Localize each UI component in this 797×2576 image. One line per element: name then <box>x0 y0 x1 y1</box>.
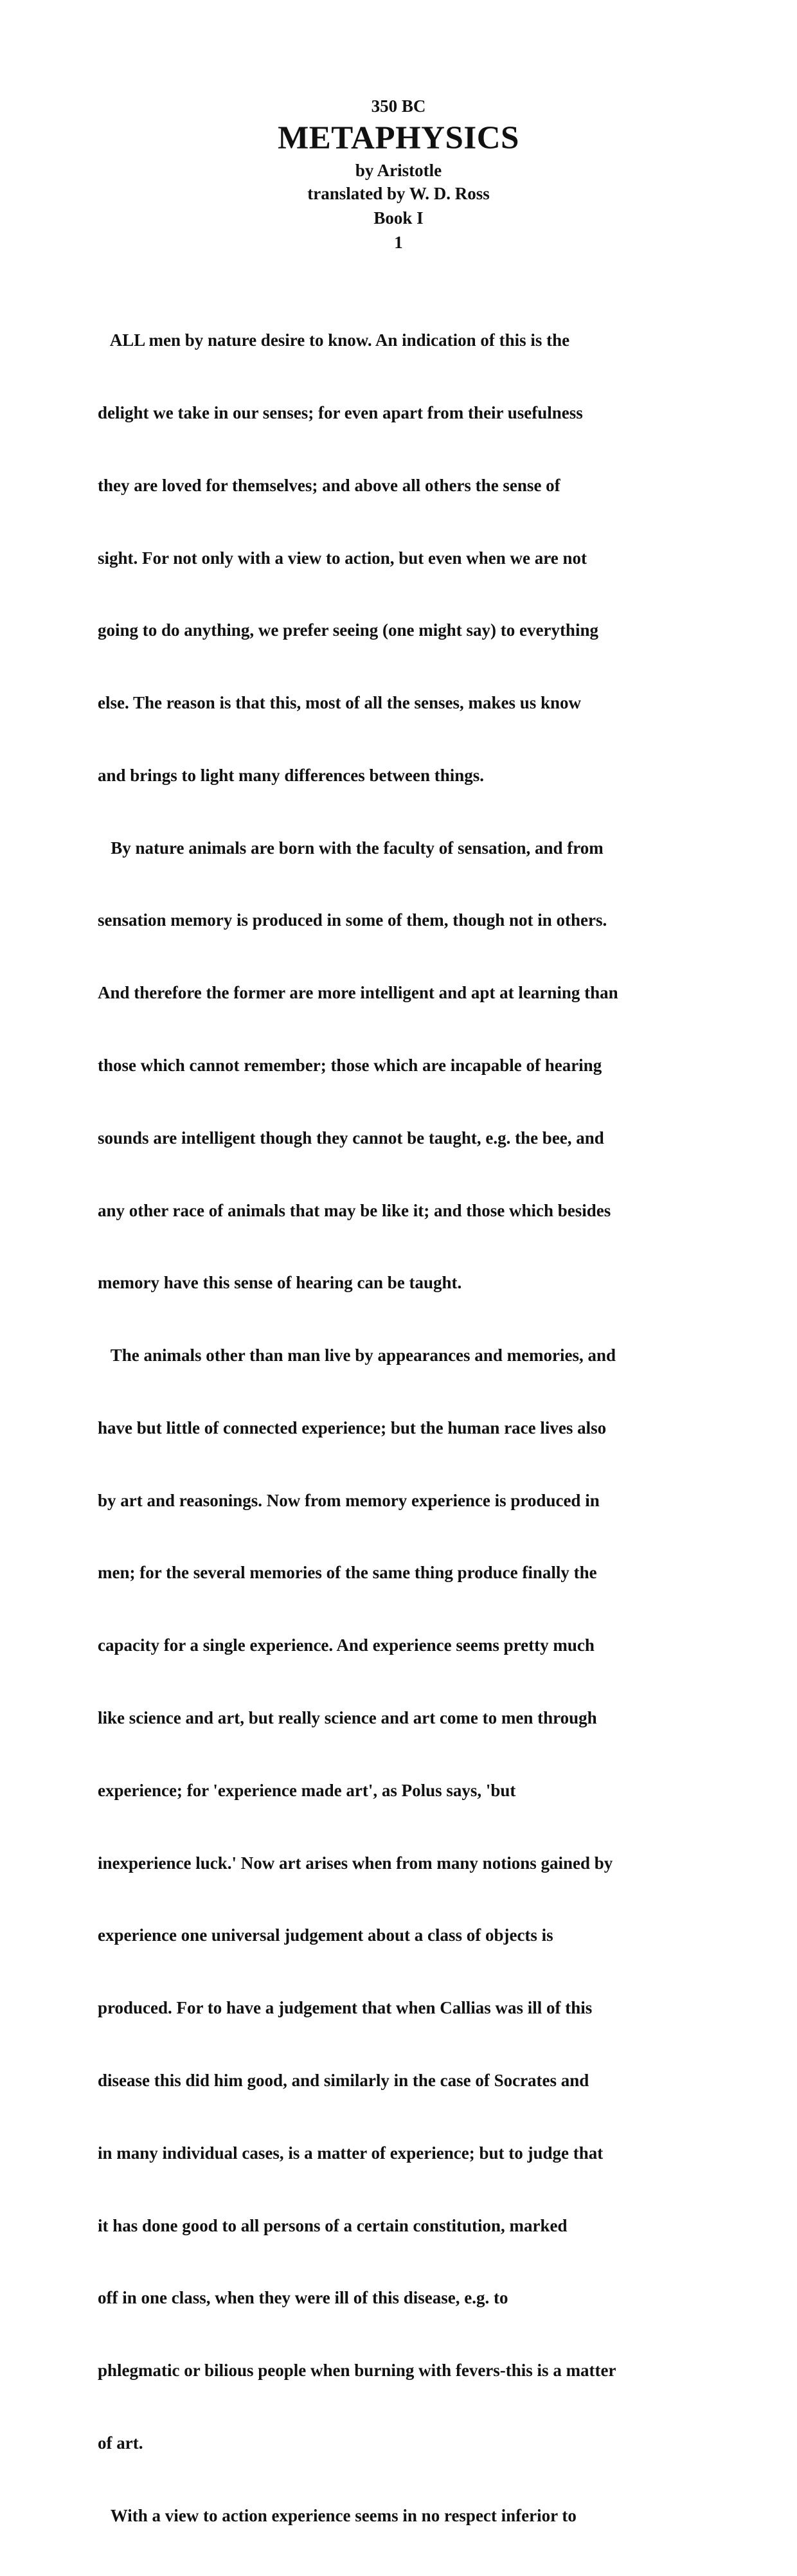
text-line: sounds are intelligent though they cannot be taught, e.g. the bee, and <box>98 1128 604 1148</box>
page-title: METAPHYSICS <box>278 120 519 156</box>
text-line: capacity for a single experience. And experience seems pretty much <box>98 1635 595 1655</box>
text-line: those which cannot remember; those which are incapable of hearing <box>98 1056 602 1075</box>
text-line: ALL men by nature desire to know. An indication of this is the <box>98 330 570 350</box>
text-line: phlegmatic or bilious people when burning with fevers-this is a matter <box>98 2361 616 2381</box>
text-line: disease this did him good, and similarly in the case of Socrates and <box>98 2070 589 2090</box>
text-line: experience one universal judgement about a class of objects is <box>98 1925 553 1945</box>
text-line: By nature animals are born with the faculty of sensation, and from <box>98 838 604 858</box>
text-line: sensation memory is produced in some of them, though not in others. <box>98 910 607 930</box>
text-line: of art. <box>98 2433 143 2453</box>
chapter-number: 1 <box>394 233 403 252</box>
text-line: And therefore the former are more intelligent and apt at learning than <box>98 983 618 1003</box>
text-line: by art and reasonings. Now from memory experience is produced in <box>98 1490 600 1510</box>
text-line: produced. For to have a judgement that when Callias was ill of this <box>98 1998 593 2018</box>
book-heading: Book I <box>373 208 424 228</box>
text-line: off in one class, when they were ill of this disease, e.g. to <box>98 2288 508 2308</box>
text-line: like science and art, but really science and art come to men through <box>98 1708 597 1728</box>
text-line: delight we take in our senses; for even apart from their usefulness <box>98 402 583 422</box>
translator-line: translated by W. D. Ross <box>307 184 490 203</box>
text-line: in many individual cases, is a matter of experience; but to judge that <box>98 2143 604 2163</box>
text-line: any other race of animals that may be like it; and those which besides <box>98 1200 611 1220</box>
author-line: by Aristotle <box>355 161 442 180</box>
text-line: it has done good to all persons of a certain constitution, marked <box>98 2215 568 2235</box>
text-line: experience; for 'experience made art', as Polus says, 'but <box>98 1780 516 1800</box>
year-heading: 350 BC <box>371 96 426 116</box>
text-line: and brings to light many differences between things. <box>98 765 485 785</box>
text-line: memory have this sense of hearing can be taught. <box>98 1273 462 1293</box>
text-line: have but little of connected experience; but the human race lives also <box>98 1418 607 1437</box>
text-line: men; for the several memories of the same thing produce finally the <box>98 1563 597 1583</box>
text-line: going to do anything, we prefer seeing (one might say) to everything <box>98 620 598 640</box>
text-line: The animals other than man live by appearances and memories, and <box>98 1346 616 1365</box>
text-line: they are loved for themselves; and above all others the sense of <box>98 475 560 495</box>
text-line: With a view to action experience seems in no respect inferior to <box>98 2505 577 2525</box>
body-text <box>98 280 702 2576</box>
text-line: sight. For not only with a view to action, but even when we are not <box>98 548 587 568</box>
text-line: else. The reason is that this, most of all the senses, makes us know <box>98 693 582 713</box>
text-line: inexperience luck.' Now art arises when from many notions gained by <box>98 1853 613 1873</box>
